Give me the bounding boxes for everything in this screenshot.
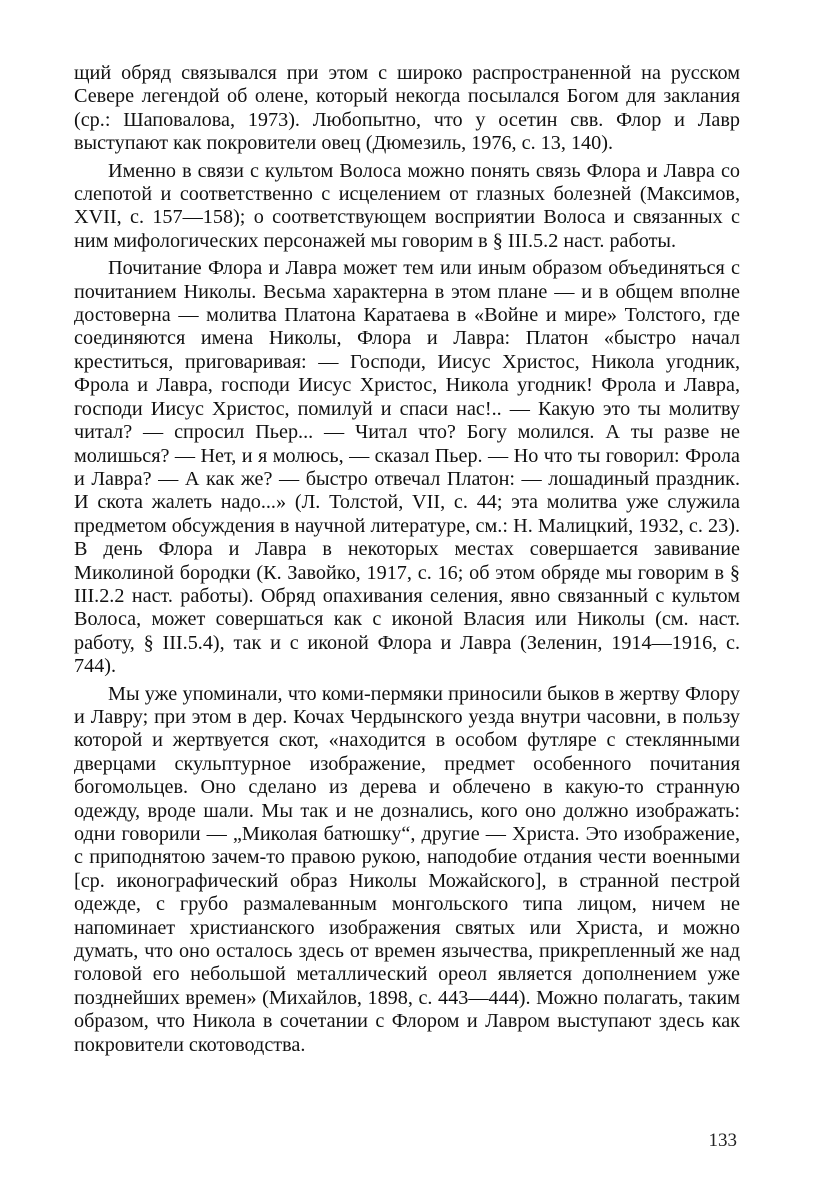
paragraph-nikola-worship: Почитание Флора и Лавра может тем или иным образом объединяться с почитанием Николы. Весьма характерна в этом плане — и в общем вполне достоверна — молитва Платона Каратаева в «Войне и мире» Толстого, где соединяются имена Николы, Флора и Лавра: Платон «быстро начал креститься, приговаривая: — Господи, Иисус Христос, Никола угодник, Фрола и Лавра, господи Иисус Христос, Никола угодник! Фрола и Лавра, господи Иисус Христос, помилуй и спаси нас!.. — Какую это ты молитву читал? — спросил Пьер... — Читал что? Богу молился. А ты разве не молишься? — Нет, и я молюсь, — сказал Пьер. — Но что ты говорил: Фрола и Лавра? — А как же? — быстро отвечал Платон: — лошадиный праздник. И скота жалеть надо...» (Л. Толстой, VII, с. 44; эта молитва уже служила предметом обсуждения в научной литературе, см.: Н. Малицкий, 1932, с. 23). В день Флора и Лавра в некоторых местах совершается завивание Миколиной бородки (К. Завойко, 1917, с. 16; об этом обряде мы говорим в § III.2.2 наст. работы). Обряд опахивания селения, явно связанный с культом Волоса, может совершаться как с иконой Власия или Николы (см. наст. работу, § III.5.4), так и с иконой Флора и Лавра (Зеленин, 1914—1916, с. 744).: [74, 257, 740, 678]
page-number: 133: [708, 1130, 737, 1151]
paragraph-continuation: щий обряд связывался при этом с широко распространенной на русском Севере легендой об олене, который некогда посылался Богом для заклания (ср.: Шаповалова, 1973). Любопытно, что у осетин свв. Флор и Лавр выступают как покровители овец (Дюмезиль, 1976, с. 13, 140).: [74, 62, 740, 155]
paragraph-komi-permyaki: Мы уже упоминали, что коми-пермяки приносили быков в жертву Флору и Лавру; при этом в дер. Кочах Чердынского уезда внутри часовни, в пользу которой и жертвуется скот, «находится в особом футляре с стеклянными дверцами скульптурное изображение, предмет особенного почитания богомольцев. Оно сделано из дерева и облечено в какую-то странную одежду, вроде шали. Мы так и не дознались, кого оно должно изображать: одни говорили — „Миколая батюшку“, другие — Христа. Это изображение, с приподнятою зачем-то правою рукою, наподобие отдания чести военными [ср. иконографический образ Николы Можайского], в странной пестрой одежде, с грубо размалеванным монгольского типа лицом, ничем не напоминает христианского изображения святых или Христа, и можно думать, что оно осталось здесь от времен язычества, прикрепленный же над головой его небольшой металлический ореол является дополнением уже позднейших времен» (Михайлов, 1898, с. 443—444). Можно полагать, таким образом, что Никола в сочетании с Флором и Лавром выступают здесь как покровители скотоводства.: [74, 682, 740, 1056]
paragraph-volos-blindness: Именно в связи с культом Волоса можно понять связь Флора и Лавра со слепотой и соответственно с исцелением от глазных болезней (Максимов, XVII, с. 157—158); о соответствующем восприятии Волоса и связанных с ним мифологических персонажей мы говорим в § III.5.2 наст. работы.: [74, 159, 740, 252]
page-body: [74, 62, 740, 1057]
